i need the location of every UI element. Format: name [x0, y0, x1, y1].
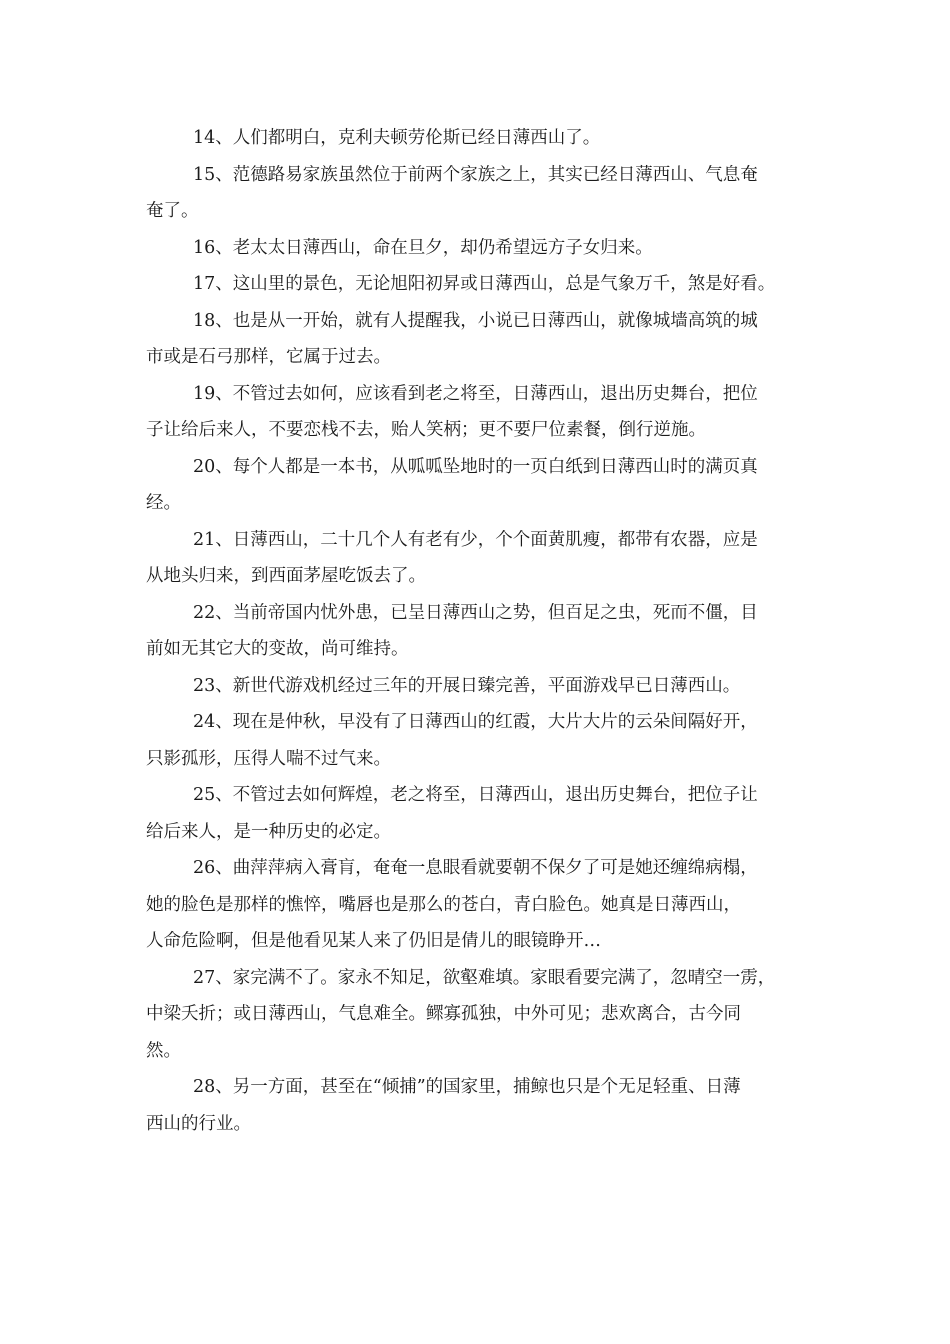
paragraph-line: 前如无其它大的变故，尚可维持。	[146, 639, 409, 659]
sentence-paragraph	[146, 704, 806, 777]
sentence-paragraph	[146, 157, 806, 230]
paragraph-line: 人命危险啊，但是他看见某人来了仍旧是倩儿的眼镜睁开…	[146, 931, 601, 951]
document-body	[146, 120, 806, 1142]
sentence-paragraph	[146, 376, 806, 449]
sentence-paragraph	[146, 303, 806, 376]
paragraph-line: 28、另一方面，甚至在“倾捕”的国家里，捕鲸也只是个无足轻重、日薄	[193, 1077, 741, 1097]
paragraph-line: 她的脸色是那样的憔悴，嘴唇也是那么的苍白，青白脸色。她真是日薄西山，	[146, 894, 741, 915]
sentence-paragraph	[146, 1069, 806, 1142]
paragraph-line: 27、家完满不了。家永不知足，欲壑难填。家眼看要完满了，忽晴空一雳，	[193, 967, 776, 988]
paragraph-line: 14、人们都明白，克利夫顿劳伦斯已经日薄西山了。	[193, 128, 601, 148]
paragraph-line: 中梁夭折；或日薄西山，气息难全。鳏寡孤独，中外可见；悲欢离合，古今同	[146, 1004, 741, 1024]
sentence-paragraph	[146, 668, 806, 705]
paragraph-line: 15、范德路易家族虽然位于前两个家族之上，其实已经日薄西山、气息奄	[193, 164, 758, 185]
paragraph-line: 给后来人，是一种历史的必定。	[146, 821, 391, 842]
paragraph-line: 西山的行业。	[146, 1113, 251, 1134]
paragraph-line: 25、不管过去如何辉煌，老之将至，日薄西山，退出历史舞台，把位子让	[193, 785, 758, 805]
sentence-paragraph	[146, 960, 806, 1070]
sentence-paragraph	[146, 595, 806, 668]
paragraph-line: 21、日薄西山，二十几个人有老有少，个个面黄肌瘦，都带有农器，应是	[193, 529, 758, 550]
sentence-paragraph	[146, 266, 806, 303]
paragraph-line: 然。	[146, 1040, 181, 1061]
paragraph-line: 从地头归来，到西面茅屋吃饭去了。	[146, 566, 426, 586]
paragraph-line: 16、老太太日薄西山，命在旦夕，却仍希望远方子女归来。	[193, 237, 653, 258]
paragraph-line: 奄了。	[146, 201, 199, 221]
sentence-paragraph	[146, 522, 806, 595]
paragraph-line: 只影孤形，压得人喘不过气来。	[146, 748, 391, 769]
paragraph-line: 经。	[146, 493, 181, 513]
sentence-paragraph	[146, 777, 806, 850]
paragraph-line: 20、每个人都是一本书，从呱呱坠地时的一页白纸到日薄西山时的满页真	[193, 456, 758, 477]
sentence-paragraph	[146, 449, 806, 522]
paragraph-line: 24、现在是仲秋，早没有了日薄西山的红霞，大片大片的云朵间隔好开，	[193, 712, 758, 732]
sentence-paragraph	[146, 120, 806, 157]
paragraph-line: 子让给后来人，不要恋栈不去，贻人笑柄；更不要尸位素餐，倒行逆施。	[146, 420, 706, 440]
sentence-paragraph	[146, 850, 806, 960]
paragraph-line: 18、也是从一开始，就有人提醒我，小说已日薄西山，就像城墙高筑的城	[193, 310, 758, 331]
paragraph-line: 22、当前帝国内忧外患，已呈日薄西山之势，但百足之虫，死而不僵，目	[193, 602, 758, 623]
paragraph-line: 23、新世代游戏机经过三年的开展日臻完善，平面游戏早已日薄西山。	[193, 675, 741, 696]
paragraph-line: 26、曲萍萍病入膏肓，奄奄一息眼看就要朝不保夕了可是她还缠绵病榻，	[193, 858, 758, 878]
paragraph-line: 19、不管过去如何，应该看到老之将至，日薄西山，退出历史舞台，把位	[193, 383, 758, 404]
paragraph-line: 市或是石弓那样，它属于过去。	[146, 347, 391, 367]
sentence-paragraph	[146, 230, 806, 267]
paragraph-line: 17、这山里的景色，无论旭阳初昇或日薄西山，总是气象万千，煞是好看。	[193, 274, 776, 294]
